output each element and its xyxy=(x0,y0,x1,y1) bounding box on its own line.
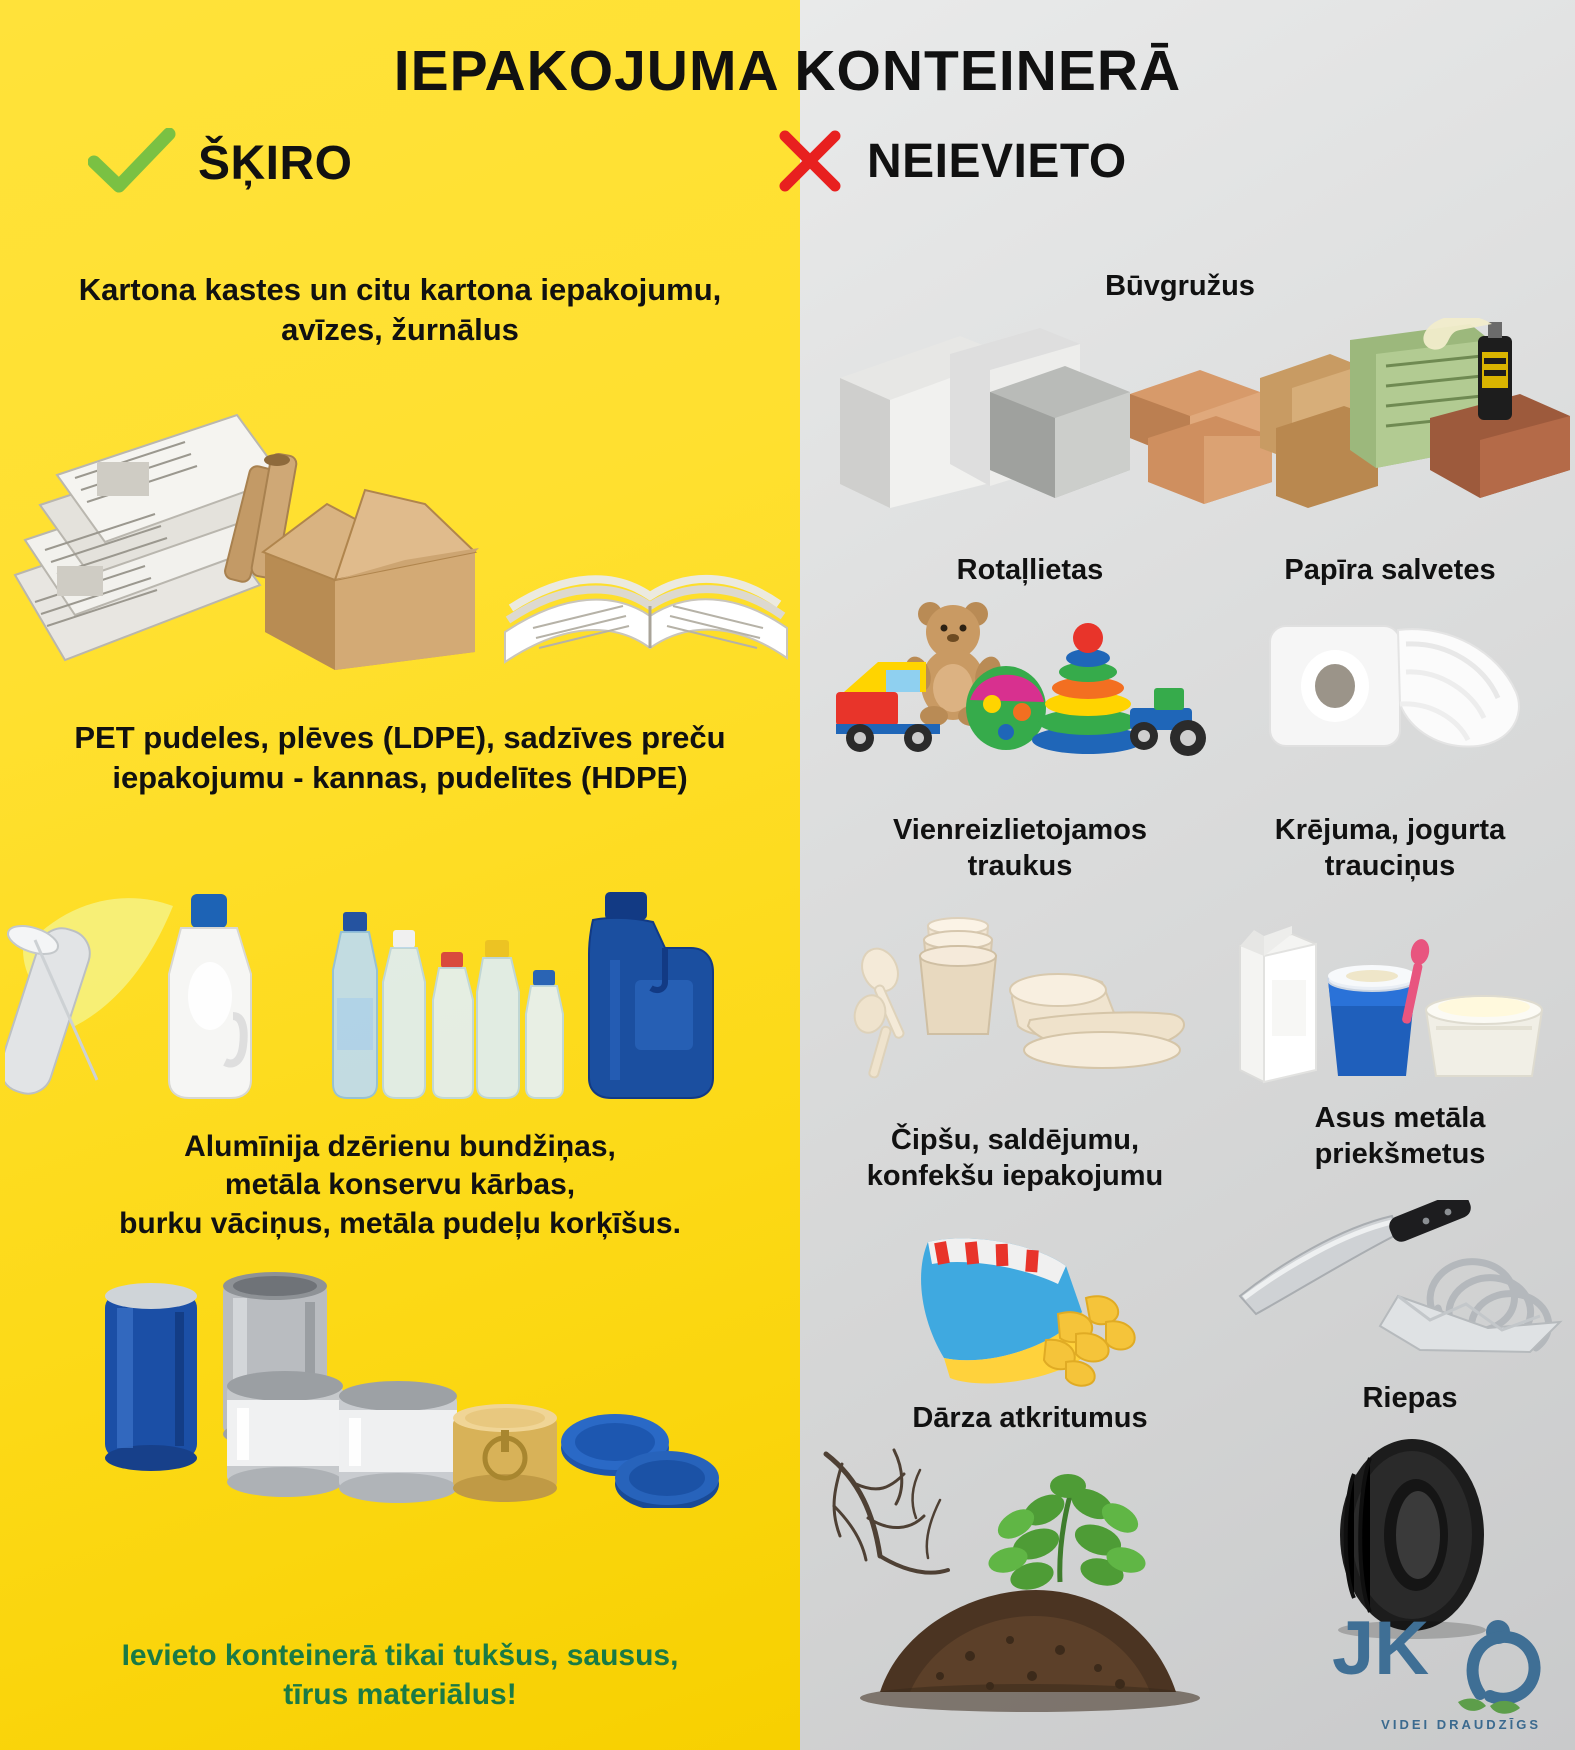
check-icon xyxy=(88,128,176,198)
disposable-tableware-image xyxy=(840,910,1200,1090)
logo-tagline: VIDEI DRAUDZĪGS xyxy=(1381,1717,1541,1732)
cardboard-newspapers-book-image xyxy=(0,370,800,680)
sharp-metal-objects-image xyxy=(1230,1200,1570,1360)
label-toys: Rotaļlietas xyxy=(956,554,1104,586)
aluminium-cans-tins-lids-image xyxy=(0,1268,800,1508)
do-not-place-heading xyxy=(775,128,1127,194)
footer-note xyxy=(0,1636,800,1714)
label-sharp-metal xyxy=(1220,1100,1575,1173)
label-yogurt-cups-line1: Krējuma, jogurta xyxy=(1274,814,1506,846)
label-snack-wrappers-line1: Čipšu, saldējumu, xyxy=(890,1124,1140,1156)
label-snack-wrappers xyxy=(805,1122,1225,1195)
construction-debris-image xyxy=(830,318,1570,518)
paper-napkins-image xyxy=(1240,600,1560,768)
label-tyres: Riepas xyxy=(1362,1382,1458,1414)
svg-text:JK: JK xyxy=(1332,1606,1430,1691)
label-garden-waste: Dārza atkritumus xyxy=(912,1402,1148,1434)
label-disposable-tableware-line1: Vienreizlietojamos xyxy=(892,814,1148,846)
label-disposable-tableware xyxy=(820,812,1220,885)
caption-metal-line1: Alumīnija dzērienu bundžiņas, xyxy=(184,1130,616,1163)
label-paper-napkins: Papīra salvetes xyxy=(1284,554,1496,586)
cross-icon xyxy=(775,128,845,194)
caption-metal xyxy=(0,1128,800,1243)
garden-waste-image xyxy=(820,1440,1250,1720)
caption-cardboard: Kartona kastes un citu kartona iepakojumu, avīzes, žurnālus xyxy=(78,272,722,347)
plastic-bottles-canisters-image xyxy=(0,830,800,1110)
label-yogurt-cups-line2: trauciņus xyxy=(1324,850,1456,883)
page-title: IEPAKOJUMA KONTEINERĀ xyxy=(393,39,1182,103)
sort-heading xyxy=(88,128,353,198)
label-snack-wrappers-line2: konfekšu iepakojumu xyxy=(866,1160,1164,1193)
yogurt-cream-cups-image xyxy=(1220,910,1560,1090)
caption-metal-line3: burku vāciņus, metāla pudeļu korķīšus. xyxy=(119,1206,681,1240)
label-sharp-metal-line1: Asus metāla xyxy=(1314,1102,1486,1134)
footer-note-line2: tīrus materiālus! xyxy=(283,1678,517,1711)
label-construction-debris: Būvgružus xyxy=(1105,270,1255,302)
caption-plastic: PET pudeles, plēves (LDPE), sadzīves preču iepakojumu - kannas, pudelītes (HDPE) xyxy=(74,720,726,795)
toys-image xyxy=(830,588,1230,768)
sort-heading-label: ŠĶIRO xyxy=(198,136,353,190)
label-sharp-metal-line2: priekšmetus xyxy=(1314,1138,1486,1171)
do-not-place-heading-label: NEIEVIETO xyxy=(867,134,1127,188)
do-not-place-panel xyxy=(800,0,1575,1750)
caption-metal-line2: metāla konservu kārbas, xyxy=(224,1168,576,1202)
label-disposable-tableware-line2: traukus xyxy=(967,850,1073,883)
footer-note-line1: Ievieto konteinerā tikai tukšus, sausus, xyxy=(121,1639,679,1672)
label-yogurt-cups xyxy=(1200,812,1575,885)
company-logo xyxy=(1330,1598,1545,1728)
snack-wrappers-image xyxy=(870,1222,1170,1392)
